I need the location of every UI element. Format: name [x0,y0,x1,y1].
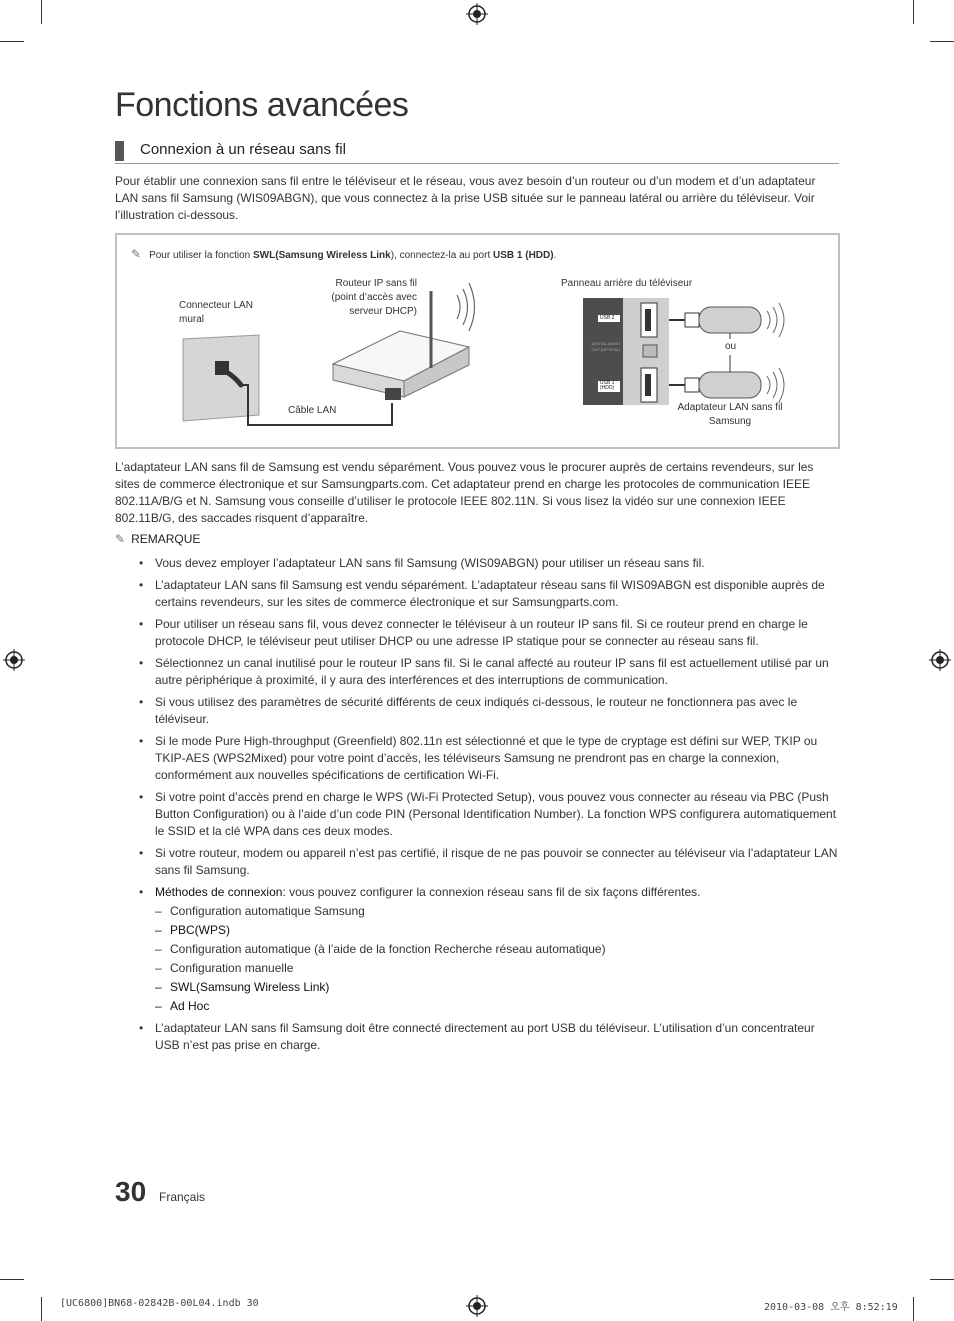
list-item: – PBC(WPS) [155,923,230,937]
methods-bold: Méthodes de connexion [155,885,283,899]
port-usb1-label: USB 1 (HDD) [600,380,615,391]
method-label: Ad Hoc [170,999,210,1013]
method-label: Configuration automatique (à l’aide de la fonction Recherche réseau automatique) [170,942,606,956]
note-text: Si le mode Pure High-throughput (Greenfield) 802.11n est sélectionné et que le type de cryptage est défini sur WEP, TKIP ou TKIP-AES (WPS2Mixed) pour votre point d’accès, les téléviseurs Samsung ne prendront pas en charge la connexion, conformément aux nouvelles spécifications de certification Wi-Fi. [155,734,818,782]
router-icon [333,283,475,400]
remarque-heading [115,532,200,546]
usb-adapter-icon [669,355,784,402]
list-item: – SWL(Samsung Wireless Link) [155,980,330,994]
notes-list [139,555,839,1059]
remarque-label: REMARQUE [131,532,201,546]
registration-mark-icon [466,3,488,25]
diagram-illustration [117,235,838,447]
list-item: – Ad Hoc [155,999,210,1013]
registration-mark-icon [3,649,25,671]
note-text: L’adaptateur LAN sans fil Samsung est vendu séparément. L’adaptateur réseau sans fil WIS09ABGN est disponible auprès de certains revendeurs, sur les sites de commerce électronique et sur Samsungparts.com. [155,578,825,609]
registration-mark-icon [929,649,951,671]
body-paragraph: L’adaptateur LAN sans fil de Samsung est vendu séparément. Vous pouvez vous le procurer auprès de certains revendeurs, sur les sites de commerce électronique et sur Samsungparts.com. Cet adaptateur prend en charge les protocoles de communication IEEE 802.11A/B/G et N. Samsung vous conseille d’utiliser le protocole IEEE 802.11N. Si vous lisez la vidéo sur une connexion IEEE 802.11B/G, des saccades risquent d’apparaître. [115,460,814,525]
pencil-icon: ✎ [115,532,126,546]
page-number: 30 [115,1176,147,1207]
crop-mark [930,41,954,42]
crop-mark [930,1279,954,1280]
method-label: SWL(Samsung Wireless Link) [170,980,330,994]
note-text: L’adaptateur LAN sans fil Samsung doit être connecté directement au port USB du téléviseur. L’utilisation d’un concentrateur USB n’est pas prise en charge. [155,1021,815,1052]
note-text: Pour utiliser la fonction [149,250,254,261]
list-item: • L’adaptateur LAN sans fil Samsung est vendu séparément. L’adaptateur réseau sans fil WIS09ABGN est disponible auprès de certains revendeurs, sur les sites de commerce électronique et sur Samsungparts.com. [139,578,825,609]
crop-mark [913,0,914,24]
note-text: ), connectez-la au port [390,250,494,261]
section-title: Connexion à un réseau sans fil [140,141,346,158]
intro-paragraph: Pour établir une connexion sans fil entre le téléviseur et le réseau, vous avez besoin d’un routeur ou d’un modem et d’un adaptateur LAN sans fil Samsung (WIS09ABGN), que vous connectez à la prise USB située sur le panneau latéral ou arrière du téléviseur. Voir l’illustration ci-dessous. [115,174,816,222]
list-item: • Vous devez employer l’adaptateur LAN sans fil Samsung (WIS09ABGN) pour utiliser un réseau sans fil. [139,556,705,570]
port-usb2-label: USB 2 [600,315,615,321]
list-item: – Configuration automatique (à l’aide de la fonction Recherche réseau automatique) [155,942,606,956]
list-item: • Pour utiliser un réseau sans fil, vous devez connecter le téléviseur à un routeur IP sans fil. Si ce routeur prend en charge le protocole DHCP, le téléviseur peut utiliser DHCP ou une adresse IP statique pour se connecter au réseau sans fil. [139,617,808,648]
note-bold: USB 1 (HDD) [493,250,554,261]
registration-mark-icon [466,1295,488,1317]
list-item: • Sélectionnez un canal inutilisé pour le routeur IP sans fil. Si le canal affecté au routeur IP sans fil est actuellement utilisé par un autre périphérique à proximité, il y aura des interférences et des interruptions de communication. [139,656,829,687]
methods-list [155,903,839,1015]
note-text: Si votre routeur, modem ou appareil n’est pas certifié, il risque de ne pas pouvoir se connecter au téléviseur via l’adaptateur LAN sans fil Samsung. [155,846,838,877]
label-or: ou [725,341,737,352]
label-tv-rear-panel: Panneau arrière du téléviseur [561,278,693,289]
port-audio-label: DIGITAL AUDIO OUT (OPTICAL) [591,341,621,352]
list-item: • Si votre routeur, modem ou appareil n’est pas certifié, il risque de ne pas pouvoir se connecter au téléviseur via l’adaptateur LAN sans fil Samsung. [139,846,838,877]
page-title: Fonctions avancées [115,86,409,124]
note-text: Si vous utilisez des paramètres de sécurité différents de ceux indiqués ci-dessous, le routeur ne fonctionnera pas avec le téléviseur. [155,695,798,726]
method-label: Configuration manuelle [170,961,294,975]
note-text: . [553,250,557,261]
crop-mark [0,41,24,42]
pencil-icon: ✎ [131,247,142,261]
list-item: – Configuration automatique Samsung [155,904,365,918]
connection-diagram [115,233,840,449]
method-label: Configuration automatique Samsung [170,904,365,918]
lan-cable-line [241,385,392,425]
crop-mark [0,1279,24,1280]
note-text: Vous devez employer l’adaptateur LAN sans fil Samsung (WIS09ABGN) pour utiliser un réseau sans fil. [155,556,705,570]
section-bar [115,141,124,161]
footer-file: [UC6800]BN68-02842B-00L04.indb 30 [60,1298,259,1309]
list-item: • Si vous utilisez des paramètres de sécurité différents de ceux indiqués ci-dessous, le routeur ne fonctionnera pas avec le téléviseur. [139,695,798,726]
note-text: Pour utiliser un réseau sans fil, vous devez connecter le téléviseur à un routeur IP sans fil. Si ce routeur prend en charge le protocole DHCP, le téléviseur peut utiliser DHCP ou une adresse IP statique pour se connecter au réseau sans fil. [155,617,808,648]
list-item: – Configuration manuelle [155,961,294,975]
label-wall-connector: Connecteur LAN mural [179,300,253,325]
page-language: Français [159,1190,206,1204]
label-router: Routeur IP sans fil (point d’accès avec serveur DHCP) [331,278,417,317]
note-text: Sélectionnez un canal inutilisé pour le routeur IP sans fil. Si le canal affecté au routeur IP sans fil est actuellement utilisé par un autre périphérique à proximité, il y aura des interférences et des interruptions de communication. [155,656,829,687]
crop-mark [41,0,42,24]
usb-adapter-icon [669,303,784,339]
methods-text: : vous pouvez configurer la connexion réseau sans fil de six façons différentes. [282,885,701,899]
note-text: Si votre point d’accès prend en charge le WPS (Wi-Fi Protected Setup), vous pouvez vous connecter au réseau via PBC (Push Button Configuration) ou à l’aide d’un code PIN (Personal Identification Number). La fonction WPS configurera automatiquement le SSID et la clé WPA dans ces deux modes. [155,790,837,838]
footer-timestamp: 2010-03-08 오후 8:52:19 [764,1302,898,1313]
list-item: • Méthodes de connexion: vous pouvez configurer la connexion réseau sans fil de six façons différentes. – Configuration automatique Samsung – PBC(WPS) – Configuration automatique (à l’aide de la fonction Recherche réseau automatique) – Configuration manuelle – SWL(Samsung Wireless Link) – Ad Hoc [139,884,839,1015]
list-item: • L’adaptateur LAN sans fil Samsung doit être connecté directement au port USB du téléviseur. L’utilisation d’un concentrateur USB n’est pas prise en charge. [139,1021,815,1052]
list-item: • Si votre point d’accès prend en charge le WPS (Wi-Fi Protected Setup), vous pouvez vous connecter au réseau via PBC (Push Button Configuration) ou à l’aide d’un code PIN (Personal Identification Number). La fonction WPS configurera automatiquement le SSID et la clé WPA dans ces deux modes. [139,790,837,838]
section-heading [115,139,839,164]
note-bold: SWL(Samsung Wireless Link [253,250,391,261]
list-item: • Si le mode Pure High-throughput (Greenfield) 802.11n est sélectionné et que le type de cryptage est défini sur WEP, TKIP ou TKIP-AES (WPS2Mixed) pour votre point d’accès, les téléviseurs Samsung ne prendront pas en charge la connexion, conformément aux nouvelles spécifications de certification Wi-Fi. [139,734,818,782]
label-lan-cable: Câble LAN [288,405,337,416]
crop-mark [41,1297,42,1321]
method-label: PBC(WPS) [170,923,230,937]
label-wireless-adapter: Adaptateur LAN sans fil Samsung [677,402,783,427]
crop-mark [913,1297,914,1321]
